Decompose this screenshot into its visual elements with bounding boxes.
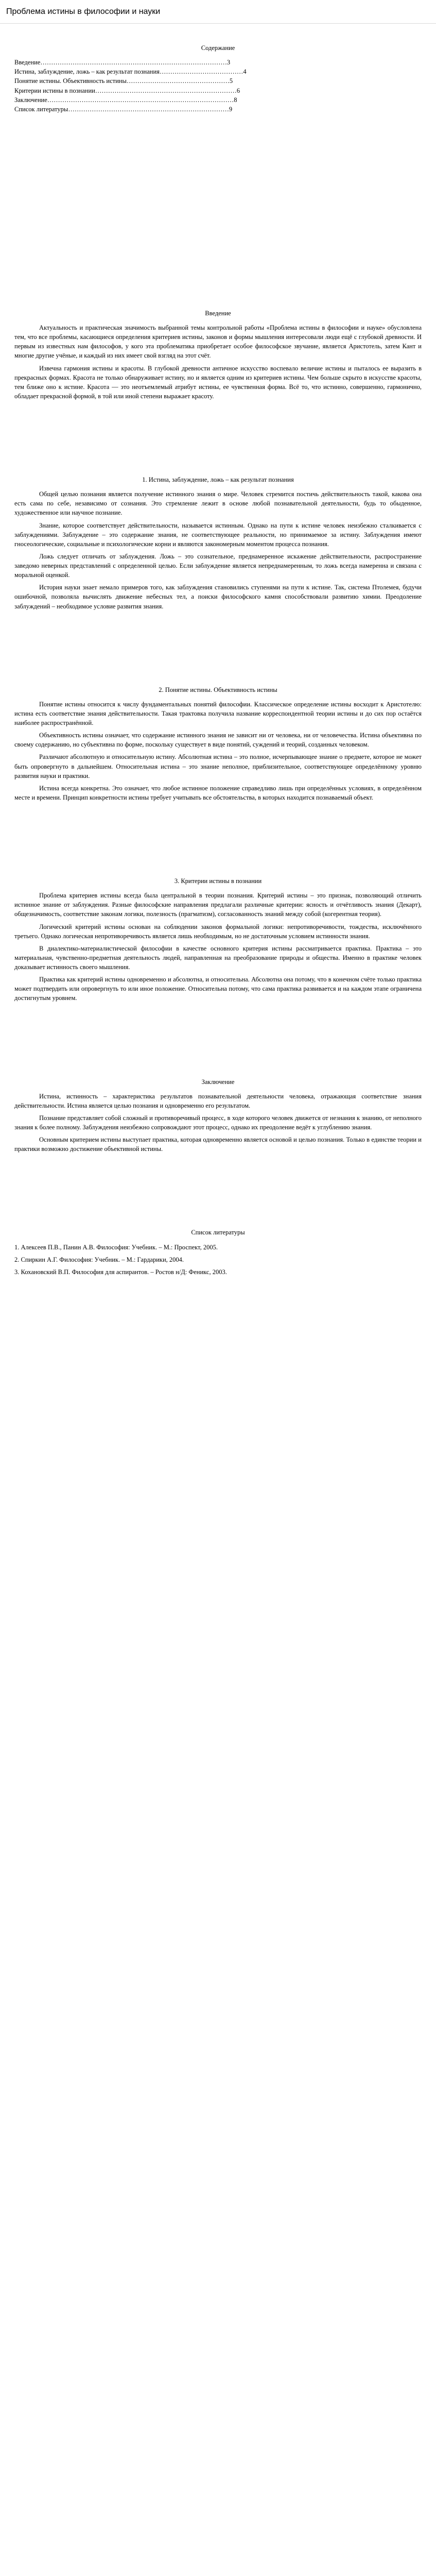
paragraph: Объективность истины означает, что содержание истинного знания не зависит ни от человека, ни от человечества. Истина объективна по своему содержанию, но субъективна по форме, поскольку существует в виде понятий, суждений и теорий, созданных человеком. — [14, 732, 422, 749]
toc-heading: Содержание — [201, 44, 235, 52]
paragraph: Ложь следует отличать от заблуждения. Ложь – это сознательное, преднамеренное искажение действительности, распространение заведомо неверных представлений с определенной целью. Если заблуждение является непреднамеренным, то ложь всегда намеренна и связана с моральной оценкой. — [14, 552, 422, 579]
paragraph: История науки знает немало примеров того, как заблуждения становились ступенями на пути к истине. Так, система Птолемея, будучи ошибочной, позволяла вычислять движение небесных тел, а поиски философского камня способствовали развитию химии. Преодоление заблуждений – необходимое условие развития знания. — [14, 584, 422, 610]
paragraph: Проблема критериев истины всегда была центральной в теории познания. Критерий истины – это признак, позволяющий отличить истинное знание от заблуждения. Разные философские направления предлагали различные критерии: ясность и отчётливость знания (Декарт), общезначимость, соответствие законам логики, полезность (прагматизм), согласованность знаний между собой (когерентная теория). — [14, 892, 422, 918]
paragraph: В диалектико-материалистической философии в качестве основного критерия истины рассматривается практика. Практика – это материальная, чувственно-предметная деятельность людей, направленная на преобразование природы и общества. Именно в практике человек доказывает истинность своего мышления. — [14, 944, 422, 971]
toc-page-number: 5 — [229, 77, 233, 85]
toc-item[interactable]: Список литературы ………………………………………………………………… 9 — [14, 105, 422, 114]
toc-item[interactable]: Критерии истины в познании ………………………………………………………… 6 — [14, 86, 422, 95]
paragraph: Истина всегда конкретна. Это означает, что любое истинное положение справедливо лишь при определённых условиях, в определённом месте и времени. Принцип конкретности истины требует учитывать все обстоятельства, в которых находится познаваемый объект. — [14, 784, 422, 801]
paragraph: Знание, которое соответствует действительности, называется истинным. Однако на пути к истине человек неизбежно сталкивается с заблуждениями. Заблуждение – это содержание знания, не соответствующее реальности, но принимаемое за истину. Заблуждения имеют гносеологические, социальные и психологические корни и являются закономерным моментом процесса познания. — [14, 521, 422, 548]
toc-page-number: 4 — [243, 68, 247, 76]
toc-list — [14, 58, 422, 114]
paragraph: Логический критерий истины основан на соблюдении законов формальной логики: непротиворечивости, тождества, исключённого третьего. Однако логическая непротиворечивость является лишь необходимым, но не достаточным условием истинности знания. — [14, 923, 422, 940]
paragraph: Основным критерием истины выступает практика, которая одновременно является основой и целью познания. Только в единстве теории и практики возможно достижение объективной истины. — [14, 1136, 422, 1153]
section-heading: Введение — [205, 309, 231, 317]
page-break-space — [14, 1006, 422, 1068]
toc-item[interactable]: Заключение …………………………………………………………………………… 8 — [14, 95, 422, 105]
toc-item[interactable]: Понятие истины. Объективность истины ………………………………………… 5 — [14, 76, 422, 86]
paragraph: Различают абсолютную и относительную истину. Абсолютная истина – это полное, исчерпывающее знание о предмете, которое не может быть опровергнуто в дальнейшем. Относительная истина – это знание неполное, приблизительное, соответствующее определённому уровню развития науки и практики. — [14, 753, 422, 779]
section-3 — [14, 876, 422, 1003]
reference-item: 3. Кохановский В.П. Философия для аспирантов. – Ростов н/Д: Феникс, 2003. — [14, 1268, 227, 1276]
references-section — [14, 1228, 422, 1277]
top-bar — [0, 0, 436, 24]
toc-page-number: 8 — [234, 96, 237, 104]
section-heading: 2. Понятие истины. Объективность истины — [159, 686, 277, 693]
toc-page-number: 9 — [229, 105, 233, 113]
reference-item: 2. Спиркин А.Г. Философия: Учебник. – М.: Гардарики, 2004. — [14, 1256, 184, 1263]
page-break-space — [14, 404, 422, 466]
conclusion-section — [14, 1077, 422, 1154]
paragraph: Понятие истины относится к числу фундаментальных понятий философии. Классическое определение истины восходит к Аристотелю: истина есть соответствие знания действительности. Такая трактовка получила название корреспондентной теории истины и до сих пор остаётся наиболее распространённой. — [14, 700, 422, 726]
paragraph: Истина, истинность – характеристика результатов познавательной деятельности человека, отражающая соответствие знания действительности. Истина является целью познания и одновременно его результатом. — [14, 1092, 422, 1109]
paragraph: Практика как критерий истины одновременно и абсолютна, и относительна. Абсолютна она потому, что в конечном счёте только практика может подтвердить или опровергнуть то или иное положение. Относительна потому, что сама практика развивается и на каждом этапе ограничена достигнутым уровнем. — [14, 976, 422, 1002]
intro-section — [14, 309, 422, 401]
paragraph: Познание представляет собой сложный и противоречивый процесс, в ходе которого человек движется от незнания к знанию, от неполного знания к более полному. Заблуждения неизбежно сопровождают этот процесс, однако их преодоление ведёт к углублению знания. — [14, 1114, 422, 1131]
page-title: Проблема истины в философии и науки — [6, 7, 161, 16]
page-break-space — [14, 805, 422, 867]
section-2 — [14, 685, 422, 802]
section-heading: Список литературы — [191, 1229, 245, 1236]
toc-page-number: 3 — [226, 59, 231, 66]
section-heading: 1. Истина, заблуждение, ложь – как результат познания — [142, 476, 294, 483]
toc-item[interactable]: Истина, заблуждение, ложь – как результат познания ………………………………… 4 — [14, 67, 422, 76]
page-break-space — [14, 1157, 422, 1218]
table-of-contents — [14, 43, 422, 114]
paragraph: Актуальность и практическая значимость выбранной темы контрольной работы «Проблема истины в философии и науке» обусловлена тем, что все проблемы, касающиеся определения критериев истины, законов и формы мышления интересовали люди ещё с глубокой древности. И первым из известных нам философов, у кого эта проблематика приобретает особое философское звучание, является Аристотель, затем Кант и многие другие учёные, и каждый из них имеет свой взгляд на этот счёт. — [14, 324, 422, 360]
page-break-space — [14, 614, 422, 676]
section-heading: Заключение — [201, 1078, 235, 1086]
reference-item: 1. Алексеев П.В., Панин А.В. Философия: Учебник. – М.: Проспект, 2005. — [14, 1243, 218, 1251]
section-1 — [14, 475, 422, 611]
paragraph: Извечна гармония истины и красоты. В глубокой древности античное искусство воспевало величие истины и пыталось ее выразить в прекрасных формах. Красота не только обнаруживает истину, но и является одним из критериев истины. Чем больше скрыто в искусстве красоты, тем ближе оно к истине. Красота — это неотъемлемый атрибут истины, ее чувственная форма. Всё то, что истинно, совершенно, гармонично, обладает прекрасной формой, в той или иной степени выражает красоту. — [14, 364, 422, 400]
toc-item[interactable]: Введение …………………………………………………………………………… 3 — [14, 58, 422, 67]
document-body — [0, 24, 436, 1277]
paragraph: Общей целью познания является получение истинного знания о мире. Человек стремится постичь действительность такой, какова она есть сама по себе, независимо от сознания. Это стремление лежит в основе любой познавательной деятельности, будь то обыденное, художественное или научное познание. — [14, 490, 422, 517]
section-heading: 3. Критерии истины в познании — [174, 877, 262, 885]
toc-page-number: 6 — [236, 87, 240, 94]
page-break-space — [14, 114, 422, 299]
